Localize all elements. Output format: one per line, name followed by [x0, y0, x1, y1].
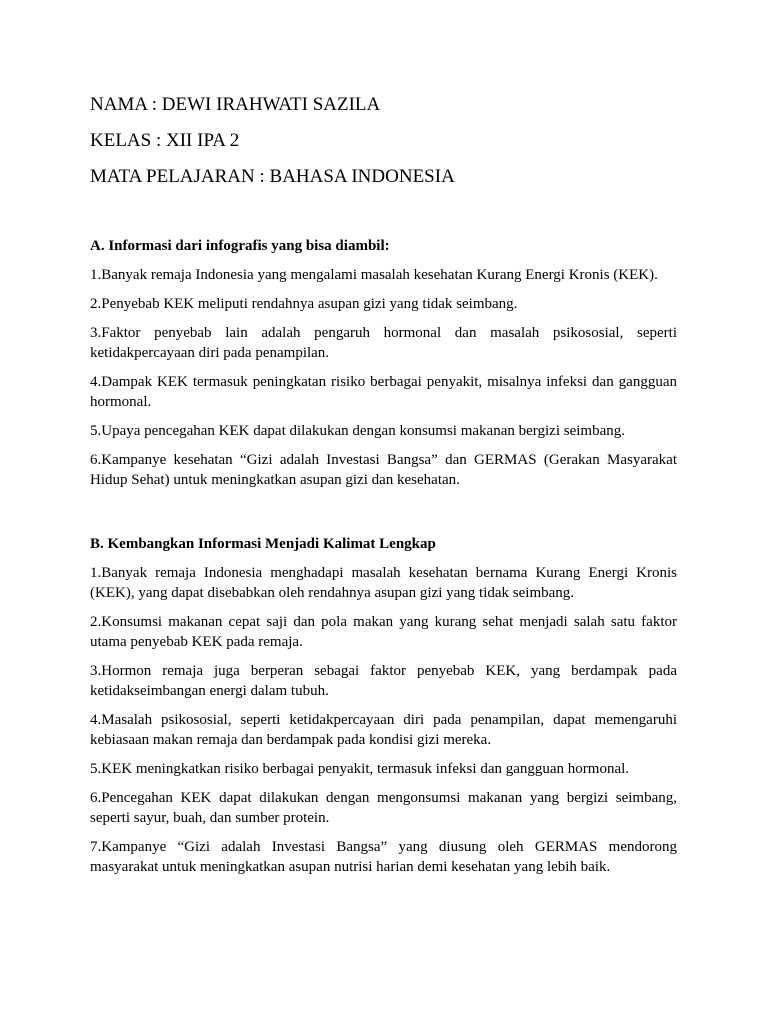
list-item: 5.KEK meningkatkan risiko berbagai penyakit, termasuk infeksi dan gangguan hormonal. [90, 761, 630, 777]
list-item: 3.Faktor penyebab lain adalah pengaruh hormonal dan masalah psikososial, seperti ketidakpercayaan diri pada penampilan. [90, 325, 677, 361]
list-item: 4.Dampak KEK termasuk peningkatan risiko berbagai penyakit, misalnya infeksi dan gangguan hormonal. [90, 374, 677, 410]
list-item: 1.Banyak remaja Indonesia menghadapi masalah kesehatan bernama Kurang Energi Kronis (KEK), yang dapat disebabkan oleh rendahnya asupan gizi yang tidak seimbang. [90, 565, 677, 601]
student-header [90, 93, 690, 201]
section-b [90, 534, 677, 886]
list-item: 4.Masalah psikososial, seperti ketidakpercayaan diri pada penampilan, dapat memengaruhi kebiasaan makan remaja dan berdampak pada kondisi gizi mereka. [90, 712, 677, 748]
student-class: KELAS : XII IPA 2 [90, 130, 240, 151]
section-a-heading: A. Informasi dari infografis yang bisa diambil: [90, 238, 390, 254]
list-item: 1.Banyak remaja Indonesia yang mengalami masalah kesehatan Kurang Energi Kronis (KEK). [90, 267, 658, 283]
list-item: 3.Hormon remaja juga berperan sebagai faktor penyebab KEK, yang berdampak pada ketidakseimbangan energi dalam tubuh. [90, 663, 677, 699]
list-item: 2.Penyebab KEK meliputi rendahnya asupan gizi yang tidak seimbang. [90, 296, 518, 312]
student-name: NAMA : DEWI IRAHWATI SAZILA [90, 94, 381, 115]
list-item: 2.Konsumsi makanan cepat saji dan pola makan yang kurang sehat menjadi salah satu faktor utama penyebab KEK pada remaja. [90, 614, 677, 650]
list-item: 5.Upaya pencegahan KEK dapat dilakukan dengan konsumsi makanan bergizi seimbang. [90, 423, 625, 439]
list-item: 6.Pencegahan KEK dapat dilakukan dengan mengonsumsi makanan yang bergizi seimbang, seperti sayur, buah, dan sumber protein. [90, 790, 677, 826]
list-item: 6.Kampanye kesehatan “Gizi adalah Investasi Bangsa” dan GERMAS (Gerakan Masyarakat Hidup Sehat) untuk meningkatkan asupan gizi dan kesehatan. [90, 452, 677, 488]
subject-name: MATA PELAJARAN : BAHASA INDONESIA [90, 166, 455, 187]
list-item: 7.Kampanye “Gizi adalah Investasi Bangsa” yang diusung oleh GERMAS mendorong masyarakat untuk meningkatkan asupan nutrisi harian demi kesehatan yang lebih baik. [90, 839, 677, 875]
section-a [90, 236, 677, 499]
section-b-heading: B. Kembangkan Informasi Menjadi Kalimat Lengkap [90, 536, 436, 552]
